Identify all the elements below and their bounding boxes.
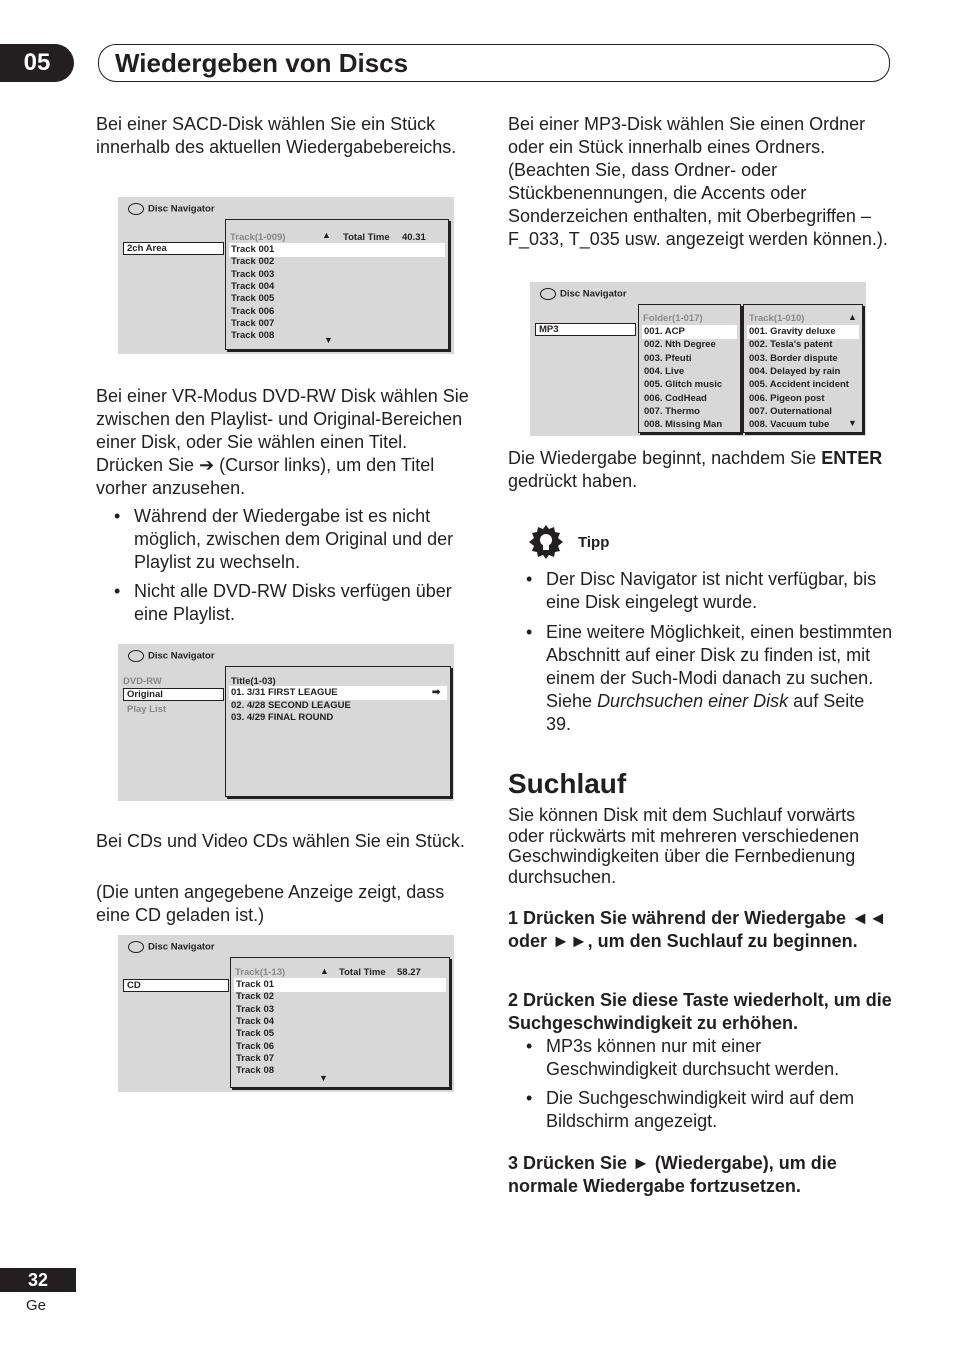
mp3-disc-navigator-screen [530,282,866,436]
screen-header [128,941,215,953]
list-item[interactable]: 03. 4/29 FINAL ROUND [231,712,334,724]
list-item[interactable]: 003. Pfeuti [644,352,692,364]
arrow-up-icon: ▲ [848,312,857,322]
list-item[interactable]: Track 03 [236,1003,275,1015]
list-item[interactable]: Track 007 [231,317,275,329]
cursor-left-arrow-icon: ➔ [199,455,215,475]
cd-paragraph: Bei CDs und Video CDs wählen Sie ein Stück. [96,831,465,851]
enter-text-b: gedrückt haben. [508,471,638,491]
tip-bullets [508,568,894,736]
lightbulb-icon [528,524,564,560]
section-title: Suchlauf [508,768,627,799]
cd-disc-navigator-screen [118,935,454,1092]
dvdrw-bullets [96,505,486,626]
chapter-title-bar [98,44,890,82]
folder-panel [638,304,741,433]
screen-title: Disc Navigator [560,288,627,300]
enter-text-a: Die Wiedergabe beginnt, nachdem Sie [508,448,817,468]
screen-title: Disc Navigator [148,203,215,215]
list-item[interactable]: 002. Tesla's patent [749,339,833,351]
tip2-text-mid: auf [793,691,819,711]
list-item[interactable]: Track 008 [231,330,275,342]
section-intro: Sie können Disk mit dem Suchlauf vorwärts oder rückwärts mit mehreren verschiedenen Geschwindigkeiten über die Fernbedienung durchsuchen. [508,805,860,887]
arrow-up-icon: ▲ [322,230,331,240]
mp3-item[interactable]: MP3 [535,323,636,336]
list-item[interactable]: 006. Pigeon post [749,392,825,404]
sacd-paragraph: Bei einer SACD-Disk wählen Sie ein Stück innerhalb des aktuellen Wiedergabebereichs. [96,114,457,157]
list-item[interactable]: Track 003 [231,268,275,280]
cd-item[interactable]: CD [123,979,229,992]
screen-title: Disc Navigator [148,650,215,662]
list-item[interactable]: Track 04 [236,1015,275,1027]
arrow-down-icon: ▼ [848,418,857,428]
list-item[interactable]: 008. Missing Man [644,419,723,431]
list-item[interactable]: 008. Vacuum tube [749,419,830,431]
step2-bullets [508,1035,894,1133]
sacd-disc-navigator-screen [118,197,454,354]
title-range: Title(1-03) [231,676,276,687]
tip2-end: . [566,714,572,734]
enter-paragraph [508,447,888,493]
chapter-badge: 05 [0,44,74,82]
mp3-paragraph: Bei einer MP3-Disk wählen Sie einen Ordner oder ein Stück innerhalb eines Ordners. (Beachten Sie, dass Ordner- oder Stückbenennungen, die Accents oder Sonderzeichen enthalten, mit Oberbegriffen – F_033, T_035 usw. angezeigt werden können.). [508,114,888,249]
screen-header [128,203,215,215]
screen-header [128,650,215,662]
page-number-badge [0,1268,76,1292]
arrow-down-icon: ▼ [319,1073,328,1083]
mp3-track-range: Track(1-010) [749,313,805,324]
list-item[interactable]: 005. Glitch music [644,379,723,391]
disc-icon [540,288,556,300]
list-item[interactable]: 006. CodHead [644,392,707,404]
step-3: 3 Drücken Sie ► (Wiedergabe), um die normale Wiedergabe fortzusetzen. [508,1153,837,1196]
list-item[interactable]: 001. ACP [643,326,736,338]
language-code: Ge [26,1297,47,1314]
list-item[interactable]: 003. Border dispute [749,352,838,364]
enter-key-label: ENTER [821,448,883,468]
list-item[interactable]: Track 002 [231,256,275,268]
disc-icon [128,650,144,662]
list-item[interactable]: Track 05 [236,1028,275,1040]
chapter-title: Wiedergeben von Discs [115,48,409,78]
list-item[interactable]: 02. 4/28 SECOND LEAGUE [231,699,351,711]
dvdrw-paragraph [96,385,476,500]
dvd-rw-label: DVD-RW [123,676,162,687]
list-item[interactable]: 007. Thermo [644,405,700,417]
list-item: • Während der Wiedergabe ist es nicht möglich, zwischen dem Original und der Playlist zu wechseln. [96,505,486,574]
page-number: 32 [27,1270,48,1290]
list-item[interactable]: Track 06 [236,1040,275,1052]
mp3-track-panel [743,304,863,433]
list-item[interactable]: Track 02 [236,991,275,1003]
title-panel [225,666,451,797]
tip-label: Tipp [578,534,610,551]
list-item[interactable]: Track 005 [231,293,275,305]
track-panel [230,957,450,1088]
step-2: 2 Drücken Sie diese Taste wiederholt, um die Suchgeschwindigkeit zu erhöhen. [508,990,892,1033]
list-item[interactable]: Track 004 [231,280,275,292]
arrow-down-icon: ▼ [324,335,333,345]
playlist-item[interactable]: Play List [127,704,167,715]
track-range: Track(1-13) [235,967,286,978]
list-item[interactable]: Track 006 [231,305,275,317]
list-item: • Nicht alle DVD-RW Disks verfügen über eine Playlist. [96,580,486,626]
step-1: 1 Drücken Sie während der Wiedergabe ◄◄ oder ►►, um den Suchlauf zu beginnen. [508,908,887,951]
dvdrw-disc-navigator-screen [118,644,454,801]
list-item[interactable]: Track 07 [236,1052,275,1064]
arrow-up-icon: ▲ [320,966,329,976]
list-item[interactable]: 007. Outernational [749,405,832,417]
tip2-page-link[interactable]: Seite 39 [546,691,865,734]
disc-icon [128,203,144,215]
list-item[interactable]: 004. Live [644,365,685,377]
list-item[interactable]: Track 001 [230,244,444,256]
list-item: • Der Disc Navigator ist nicht verfügbar, bis eine Disk eingelegt wurde. [508,568,894,614]
dvdrw-text-a: Bei einer VR-Modus DVD-RW Disk wählen Sie zwischen den Playlist- und Original-Bereichen einer Disk, oder Sie wählen einen Titel. Drücken Sie [96,386,469,475]
list-item[interactable]: 004. Delayed by rain [749,365,841,377]
arrow-right-icon: ➡ [432,687,441,698]
list-item: • MP3s können nur mit einer Geschwindigkeit durchsucht werden. [508,1035,894,1081]
tip2-text: Eine weitere Möglichkeit, einen bestimmten Abschnitt auf einer Disk zu finden ist, mit einem der Such-Modi danach zu suchen. Siehe [546,622,893,711]
dvdrw-text-b: (Cursor links), um den Titel vorher anzusehen. [96,455,435,498]
list-item[interactable]: Track 01 [235,979,445,991]
list-item[interactable]: 01. 3/31 FIRST LEAGUE [230,687,446,699]
track-range: Track(1-009) [230,232,286,243]
track-panel [225,219,449,350]
screen-header [540,288,627,300]
total-time-label: Total Time [343,232,390,243]
screen-title: Disc Navigator [148,941,215,953]
list-item[interactable]: 001. Gravity deluxe [748,326,858,338]
total-time-value: 40.31 [402,232,426,243]
disc-icon [128,941,144,953]
tip2-reference: Durchsuchen einer Disk [597,691,789,711]
list-item[interactable]: Track 08 [236,1065,275,1077]
original-item[interactable]: Original [123,688,224,701]
list-item: • Die Suchgeschwindigkeit wird auf dem Bildschirm angezeigt. [508,1087,894,1133]
list-item[interactable]: 005. Accident incident [749,379,849,391]
area-item[interactable]: 2ch Area [123,242,224,255]
list-item[interactable]: 002. Nth Degree [644,339,716,351]
list-item [508,621,894,736]
cd-note: (Die unten angegebene Anzeige zeigt, dass eine CD geladen ist.) [96,882,445,925]
total-time-label: Total Time [339,967,386,978]
folder-range: Folder(1-017) [643,313,703,324]
total-time-value: 58.27 [397,967,421,978]
